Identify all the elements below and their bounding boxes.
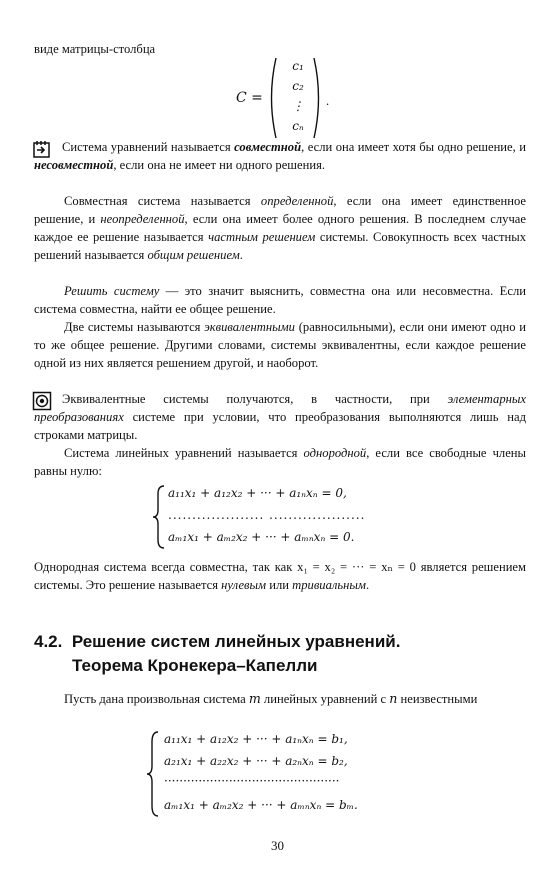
section-heading bbox=[34, 630, 400, 678]
page-number: 30 bbox=[271, 838, 284, 853]
para-homogeneous bbox=[34, 444, 526, 480]
section-number: 4.2. bbox=[34, 632, 63, 651]
para-consistent bbox=[34, 138, 526, 174]
para-trivial bbox=[34, 558, 526, 594]
text: Система линейных уравнений называется bbox=[64, 446, 304, 460]
term-inconsistent: несовместной bbox=[34, 158, 114, 172]
term-indefinite: неопределенной bbox=[100, 212, 185, 226]
system-brace bbox=[152, 484, 166, 550]
text: неизвестными bbox=[397, 692, 478, 706]
equation-dots: ·············································· bbox=[164, 774, 340, 788]
para-equivalent bbox=[34, 318, 526, 372]
matrix-trail: . bbox=[326, 94, 330, 108]
text: или bbox=[266, 578, 293, 592]
text: линейных уравнений с bbox=[260, 692, 390, 706]
text: системе при условии, что преобразования выполняются лишь над строками матрицы. bbox=[34, 410, 526, 442]
text: системы. Совокупность всех частных решений называется bbox=[34, 230, 526, 262]
matrix-entry: c₁ bbox=[292, 59, 304, 73]
equation-row: aₘ₁x₁ + aₘ₂x₂ + ··· + aₘₙxₙ = 0. bbox=[168, 530, 355, 544]
equation-row: a₂₁x₁ + a₂₂x₂ + ··· + a₂ₙxₙ = b₂, bbox=[164, 754, 348, 768]
text: , если все свободные члены равны нулю: bbox=[34, 446, 526, 478]
text: Система уравнений называется bbox=[62, 140, 235, 154]
matrix-entry: cₙ bbox=[292, 119, 304, 133]
text: . bbox=[239, 248, 243, 262]
text: Две системы называются bbox=[64, 320, 205, 334]
para-solve bbox=[34, 282, 526, 318]
var-n: n bbox=[389, 691, 398, 706]
homogeneous-system bbox=[34, 484, 526, 554]
matrix-entry: ⋮ bbox=[292, 99, 304, 113]
term-general-solution: общим решением bbox=[147, 248, 240, 262]
text: Пусть дана произвольная система bbox=[64, 692, 249, 706]
matrix-lhs: C = bbox=[236, 90, 263, 106]
term-trivial-solution: тривиальным bbox=[292, 578, 366, 592]
term-elementary-transformations: элементарных преобразованиях bbox=[34, 392, 526, 424]
term-zero-solution: нулевым bbox=[221, 578, 267, 592]
term-particular-solution: частным решением bbox=[208, 230, 316, 244]
matrix-entry: c₂ bbox=[292, 79, 304, 93]
text: (равносильными), если они имеют одно и то же общее решение. Другими словами, системы эквивалентны, если каждое решение одной из них является решением другой, и наоборот. bbox=[34, 320, 526, 370]
para-definite bbox=[34, 192, 526, 264]
text: , если она имеет хотя бы одно решение, и bbox=[301, 140, 527, 154]
equation-row: a₁₁x₁ + a₁₂x₂ + ··· + a₁ₙxₙ = 0, bbox=[168, 486, 347, 500]
text: — это значит выяснить, совместна она или несовместна. Если система совместна, найти ее общее решение. bbox=[34, 284, 526, 316]
text: Совместная система называется bbox=[64, 194, 261, 208]
section-title-line2: Теорема Кронекера–Капелли bbox=[72, 656, 318, 675]
matrix-c bbox=[34, 54, 526, 144]
equation-dots: .................... .................... bbox=[168, 508, 366, 522]
var-m: m bbox=[248, 691, 261, 706]
system-brace bbox=[146, 730, 160, 818]
term-equivalent: эквивалентными bbox=[204, 320, 295, 334]
text: , если она имеет единственное решение, и bbox=[34, 194, 526, 226]
para-given bbox=[34, 690, 526, 708]
text: Однородная система всегда совместна, так как x₁ = x₂ = ··· = xₙ = 0 является решением системы. Это решение называется bbox=[34, 560, 526, 592]
term-homogeneous: однородной bbox=[303, 446, 367, 460]
term-solve-system: Решить систему bbox=[64, 284, 160, 298]
para-elementary bbox=[34, 390, 526, 444]
intro-line: виде матрицы-столбца bbox=[34, 42, 156, 56]
text: . bbox=[365, 578, 370, 592]
term-consistent: совместной bbox=[234, 140, 302, 154]
matrix-entries bbox=[286, 56, 310, 136]
text: Эквивалентные системы получаются, в частности, при bbox=[62, 392, 448, 406]
text: , если она имеет более одного решения. В последнем случае каждое ее решение называется bbox=[34, 212, 526, 244]
general-system bbox=[34, 730, 526, 822]
equation-row: aₘ₁x₁ + aₘ₂x₂ + ··· + aₘₙxₙ = bₘ. bbox=[164, 798, 358, 812]
term-definite: определенной bbox=[260, 194, 334, 208]
equation-row: a₁₁x₁ + a₁₂x₂ + ··· + a₁ₙxₙ = b₁, bbox=[164, 732, 348, 746]
text: , если она не имеет ни одного решения. bbox=[113, 158, 326, 172]
section-title-line1: Решение систем линейных уравнений. bbox=[71, 632, 401, 651]
